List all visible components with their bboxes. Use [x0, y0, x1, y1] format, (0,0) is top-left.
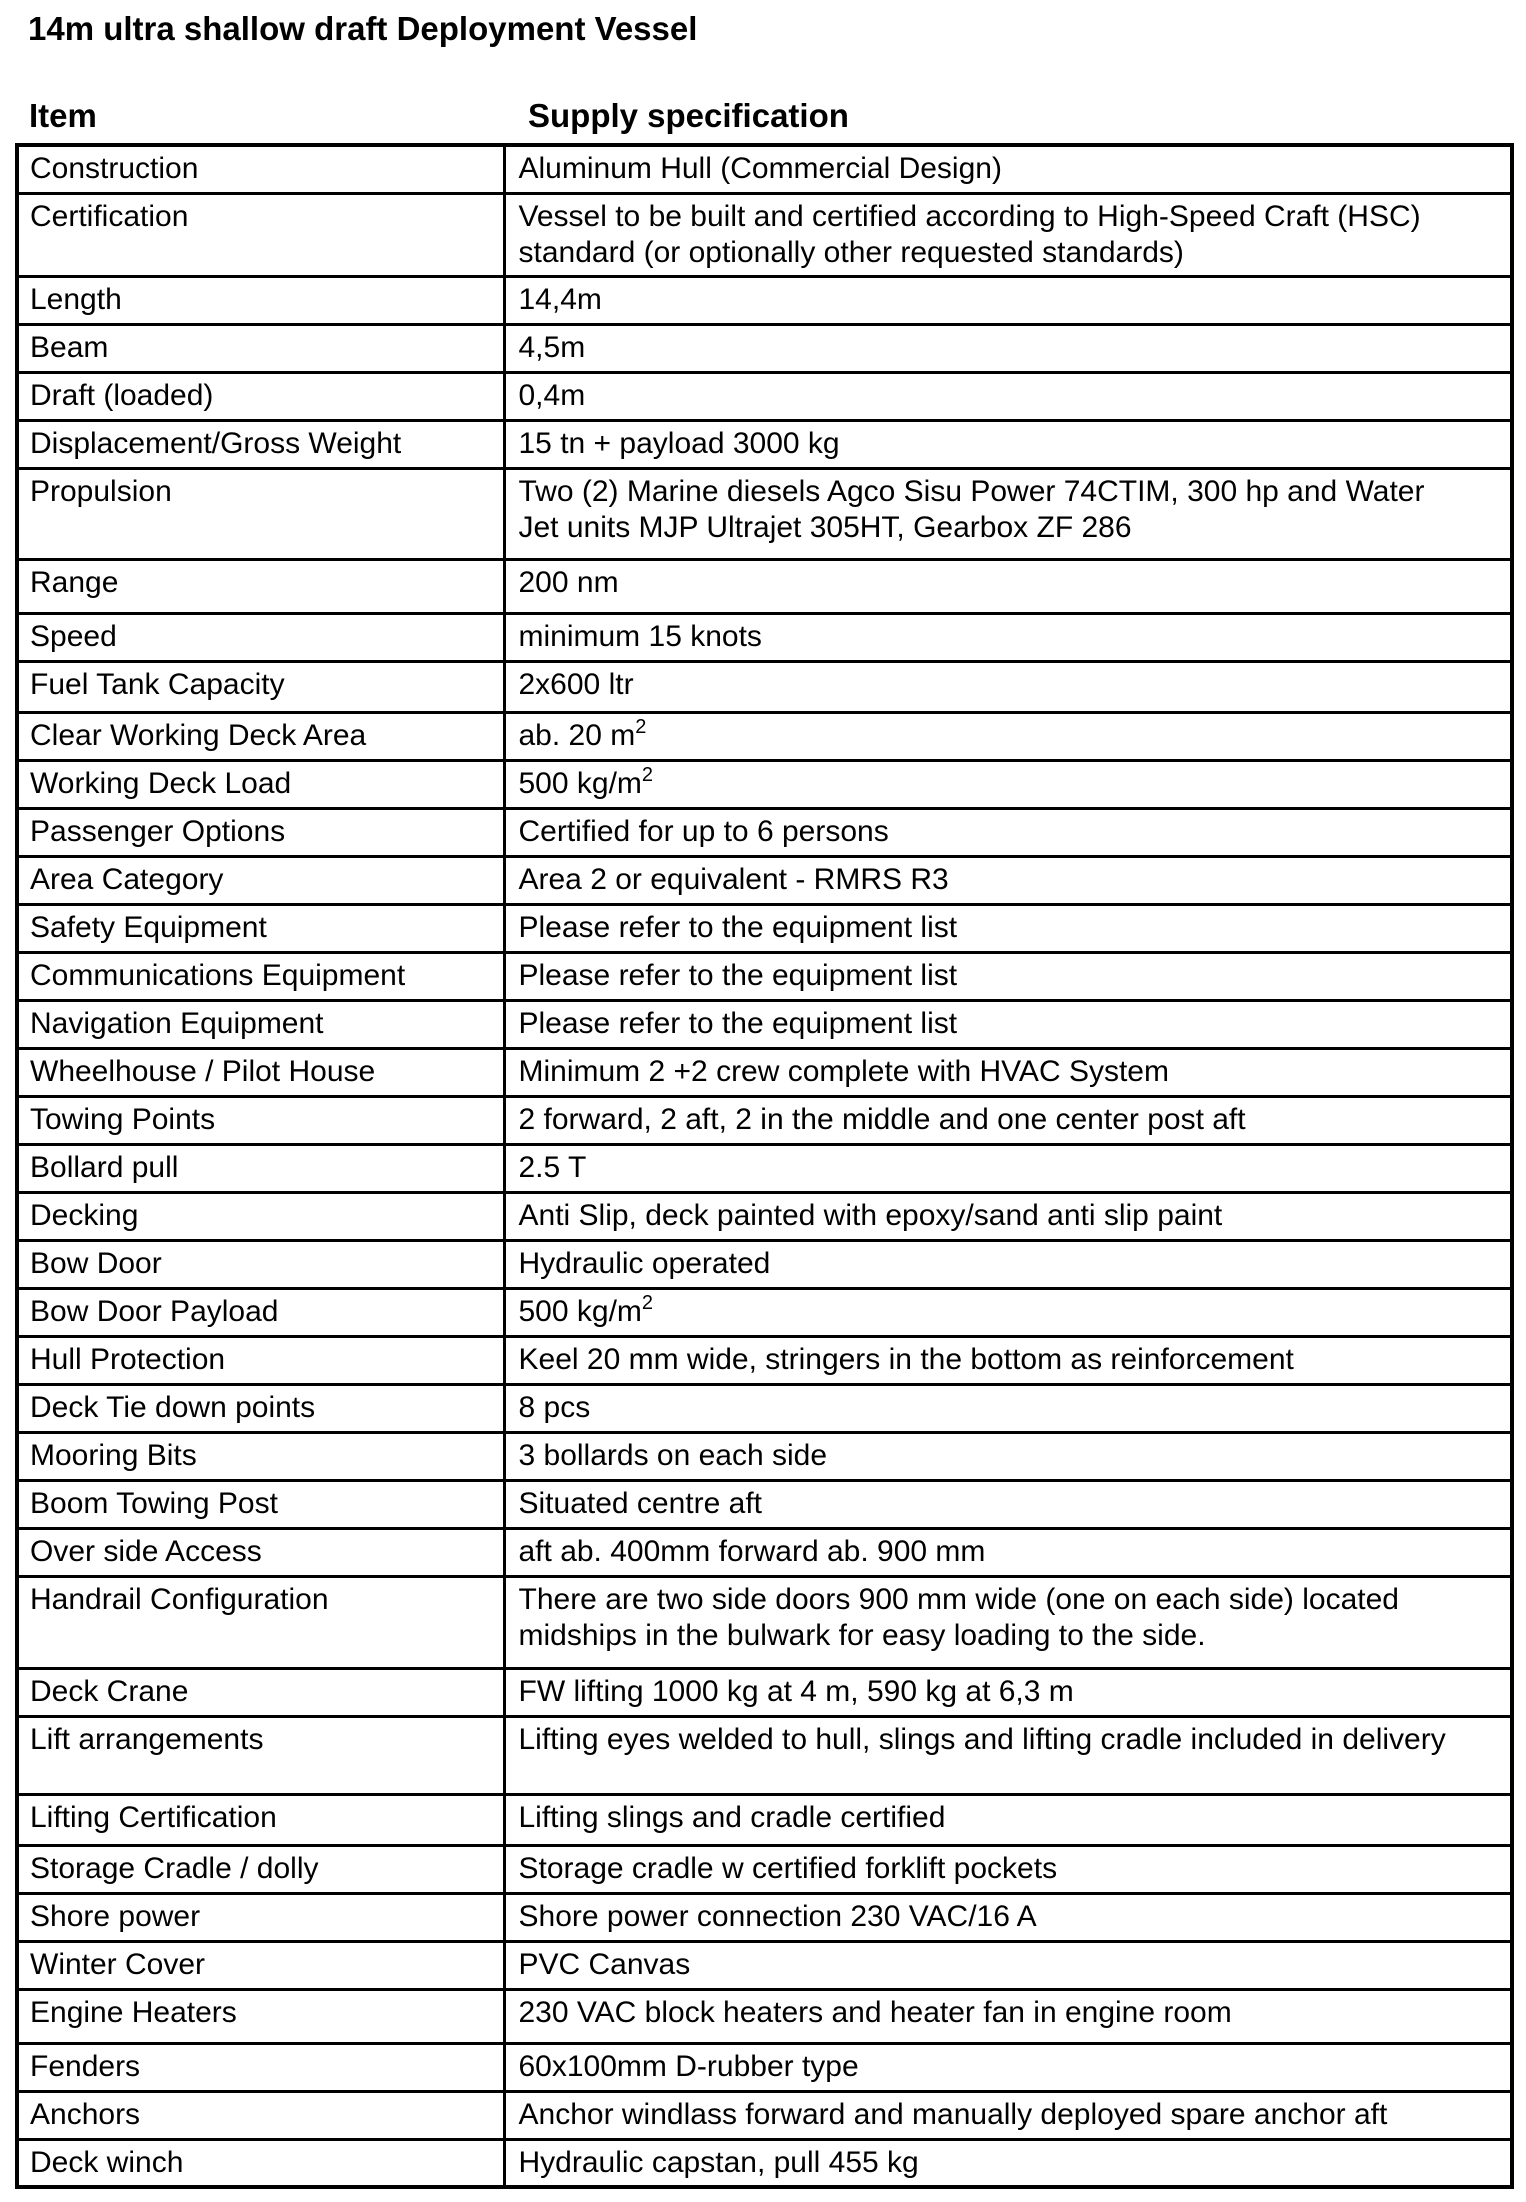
value-text: 3 bollards on each side — [518, 1438, 828, 1472]
item-cell: Safety Equipment — [17, 904, 504, 952]
item-cell: Towing Points — [17, 1096, 504, 1144]
table-row — [17, 2043, 1512, 2091]
value-cell — [504, 559, 1512, 613]
table-row — [17, 1941, 1512, 1989]
table-row — [17, 856, 1512, 904]
item-cell: Deck winch — [17, 2139, 504, 2187]
table-row — [17, 2139, 1512, 2187]
table-row — [17, 1288, 1512, 1336]
value-cell — [504, 193, 1512, 276]
value-cell — [504, 1432, 1512, 1480]
value-text: Anchor windlass forward and manually deployed spare anchor aft — [518, 2097, 1388, 2131]
item-cell: Speed — [17, 613, 504, 661]
value-text: aft ab. 400mm forward ab. 900 mm — [518, 1534, 986, 1568]
table-row — [17, 559, 1512, 613]
table-row — [17, 760, 1512, 808]
value-text: Certified for up to 6 persons — [518, 814, 889, 848]
document-title: 14m ultra shallow draft Deployment Vessel — [28, 10, 698, 47]
value-text: 2 forward, 2 aft, 2 in the middle and one center post aft — [518, 1102, 1246, 1136]
value-cell — [504, 1528, 1512, 1576]
value-cell — [504, 1480, 1512, 1528]
item-cell: Engine Heaters — [17, 1989, 504, 2043]
value-text: 200 nm — [518, 565, 619, 599]
table-row — [17, 1144, 1512, 1192]
column-header-item: Item — [29, 97, 97, 134]
value-text: minimum 15 knots — [518, 619, 762, 653]
table-row — [17, 1096, 1512, 1144]
item-cell: Working Deck Load — [17, 760, 504, 808]
item-cell: Propulsion — [17, 468, 504, 559]
value-cell — [504, 904, 1512, 952]
table-row — [17, 276, 1512, 324]
value-cell — [504, 276, 1512, 324]
value-text: 500 kg/m — [518, 1294, 642, 1328]
value-text: Please refer to the equipment list — [518, 910, 958, 944]
value-cell — [504, 1668, 1512, 1716]
table-row — [17, 1432, 1512, 1480]
value-cell — [504, 2139, 1512, 2187]
item-cell: Construction — [17, 145, 504, 193]
value-text: Anti Slip, deck painted with epoxy/sand anti slip paint — [518, 1198, 1223, 1232]
item-cell: Range — [17, 559, 504, 613]
item-cell: Hull Protection — [17, 1336, 504, 1384]
value-text: Situated centre aft — [518, 1486, 762, 1520]
value-text: Please refer to the equipment list — [518, 1006, 958, 1040]
item-cell: Bow Door — [17, 1240, 504, 1288]
table-row — [17, 1794, 1512, 1845]
table-row — [17, 904, 1512, 952]
table-row — [17, 468, 1512, 559]
value-cell — [504, 712, 1512, 760]
table-row — [17, 1192, 1512, 1240]
value-cell — [504, 1893, 1512, 1941]
table-row — [17, 1480, 1512, 1528]
table-row — [17, 193, 1512, 276]
value-cell — [504, 1192, 1512, 1240]
item-cell: Anchors — [17, 2091, 504, 2139]
item-cell: Bow Door Payload — [17, 1288, 504, 1336]
value-text: PVC Canvas — [518, 1947, 691, 1981]
item-cell: Lift arrangements — [17, 1716, 504, 1794]
item-cell: Fenders — [17, 2043, 504, 2091]
value-text: 0,4m — [518, 378, 586, 412]
value-cell — [504, 760, 1512, 808]
table-row — [17, 952, 1512, 1000]
value-cell — [504, 1384, 1512, 1432]
value-text: 2x600 ltr — [518, 667, 634, 701]
table-row — [17, 1716, 1512, 1794]
table-row — [17, 1000, 1512, 1048]
value-cell — [504, 2091, 1512, 2139]
value-text: Please refer to the equipment list — [518, 958, 958, 992]
value-cell — [504, 1336, 1512, 1384]
item-cell: Storage Cradle / dolly — [17, 1845, 504, 1893]
item-cell: Bollard pull — [17, 1144, 504, 1192]
value-cell — [504, 856, 1512, 904]
value-text: Shore power connection 230 VAC/16 A — [518, 1899, 1037, 1933]
value-text: 4,5m — [518, 330, 586, 364]
item-cell: Area Category — [17, 856, 504, 904]
item-cell: Wheelhouse / Pilot House — [17, 1048, 504, 1096]
item-cell: Lifting Certification — [17, 1794, 504, 1845]
value-cell — [504, 468, 1512, 559]
value-cell — [504, 372, 1512, 420]
value-cell — [504, 1048, 1512, 1096]
value-text: 230 VAC block heaters and heater fan in engine room — [518, 1995, 1232, 2029]
value-text: Vessel to be built and certified according to High-Speed Craft (HSC) standard (or optionally other requested standards) — [518, 199, 1421, 269]
table-row — [17, 1576, 1512, 1668]
value-cell — [504, 808, 1512, 856]
value-cell — [504, 613, 1512, 661]
item-cell: Deck Crane — [17, 1668, 504, 1716]
value-text: Lifting slings and cradle certified — [518, 1800, 946, 1834]
item-cell: Boom Towing Post — [17, 1480, 504, 1528]
value-text: 2.5 T — [518, 1150, 587, 1184]
table-row — [17, 1384, 1512, 1432]
table-row — [17, 372, 1512, 420]
value-text: 14,4m — [518, 282, 602, 316]
value-cell — [504, 324, 1512, 372]
table-row — [17, 420, 1512, 468]
value-text: There are two side doors 900 mm wide (one on each side) located midships in the bulwark for easy loading to the side. — [518, 1582, 1399, 1652]
value-cell — [504, 1240, 1512, 1288]
table-row — [17, 613, 1512, 661]
value-cell — [504, 1989, 1512, 2043]
table-row — [17, 1845, 1512, 1893]
value-text: Hydraulic capstan, pull 455 kg — [518, 2145, 919, 2179]
value-cell — [504, 1794, 1512, 1845]
value-text: Lifting eyes welded to hull, slings and lifting cradle included in delivery — [518, 1722, 1446, 1756]
item-cell: Passenger Options — [17, 808, 504, 856]
value-text: Minimum 2 +2 crew complete with HVAC System — [518, 1054, 1169, 1088]
value-text: Two (2) Marine diesels Agco Sisu Power 74CTIM, 300 hp and Water Jet units MJP Ultrajet 305HT, Gearbox ZF 286 — [518, 474, 1425, 544]
value-cell — [504, 1716, 1512, 1794]
item-cell: Deck Tie down points — [17, 1384, 504, 1432]
value-text: Storage cradle w certified forklift pockets — [518, 1851, 1058, 1885]
value-cell — [504, 145, 1512, 193]
value-cell — [504, 1000, 1512, 1048]
table-row — [17, 324, 1512, 372]
item-cell: Winter Cover — [17, 1941, 504, 1989]
superscript: 2 — [641, 1291, 654, 1314]
table-row — [17, 1336, 1512, 1384]
table-row — [17, 1668, 1512, 1716]
item-cell: Beam — [17, 324, 504, 372]
table-row — [17, 145, 1512, 193]
value-cell — [504, 952, 1512, 1000]
value-text: Keel 20 mm wide, stringers in the bottom as reinforcement — [518, 1342, 1294, 1376]
value-text: Aluminum Hull (Commercial Design) — [518, 152, 1002, 185]
column-header-supply: Supply specification — [528, 97, 849, 134]
value-text: Hydraulic operated — [518, 1246, 771, 1280]
value-text: Area 2 or equivalent - RMRS R3 — [518, 862, 949, 896]
item-cell: Over side Access — [17, 1528, 504, 1576]
value-text: 15 tn + payload 3000 kg — [518, 426, 840, 460]
value-text: 8 pcs — [518, 1390, 591, 1424]
value-cell — [504, 1096, 1512, 1144]
superscript: 2 — [635, 715, 647, 738]
item-cell: Displacement/Gross Weight — [17, 420, 504, 468]
item-cell: Decking — [17, 1192, 504, 1240]
superscript: 2 — [641, 763, 654, 786]
table-row — [17, 661, 1512, 712]
table-row — [17, 712, 1512, 760]
table-row — [17, 1989, 1512, 2043]
value-text: FW lifting 1000 kg at 4 m, 590 kg at 6,3 m — [518, 1674, 1074, 1708]
item-cell: Shore power — [17, 1893, 504, 1941]
value-cell — [504, 420, 1512, 468]
table-row — [17, 1893, 1512, 1941]
table-row — [17, 1528, 1512, 1576]
item-cell: Draft (loaded) — [17, 372, 504, 420]
value-cell — [504, 661, 1512, 712]
item-cell: Clear Working Deck Area — [17, 712, 504, 760]
value-cell — [504, 2043, 1512, 2091]
item-cell: Length — [17, 276, 504, 324]
spec-table — [15, 143, 1514, 2189]
table-row — [17, 1048, 1512, 1096]
value-text: 500 kg/m — [518, 766, 642, 800]
value-text: 60x100mm D-rubber type — [518, 2049, 859, 2083]
value-cell — [504, 1576, 1512, 1668]
table-row — [17, 1240, 1512, 1288]
item-cell: Communications Equipment — [17, 952, 504, 1000]
item-cell: Fuel Tank Capacity — [17, 661, 504, 712]
item-cell: Navigation Equipment — [17, 1000, 504, 1048]
table-row — [17, 2091, 1512, 2139]
item-cell: Mooring Bits — [17, 1432, 504, 1480]
item-cell: Certification — [17, 193, 504, 276]
table-row — [17, 808, 1512, 856]
value-cell — [504, 1845, 1512, 1893]
value-cell — [504, 1144, 1512, 1192]
value-cell — [504, 1941, 1512, 1989]
value-text: ab. 20 m — [518, 718, 636, 752]
value-cell — [504, 1288, 1512, 1336]
item-cell: Handrail Configuration — [17, 1576, 504, 1668]
